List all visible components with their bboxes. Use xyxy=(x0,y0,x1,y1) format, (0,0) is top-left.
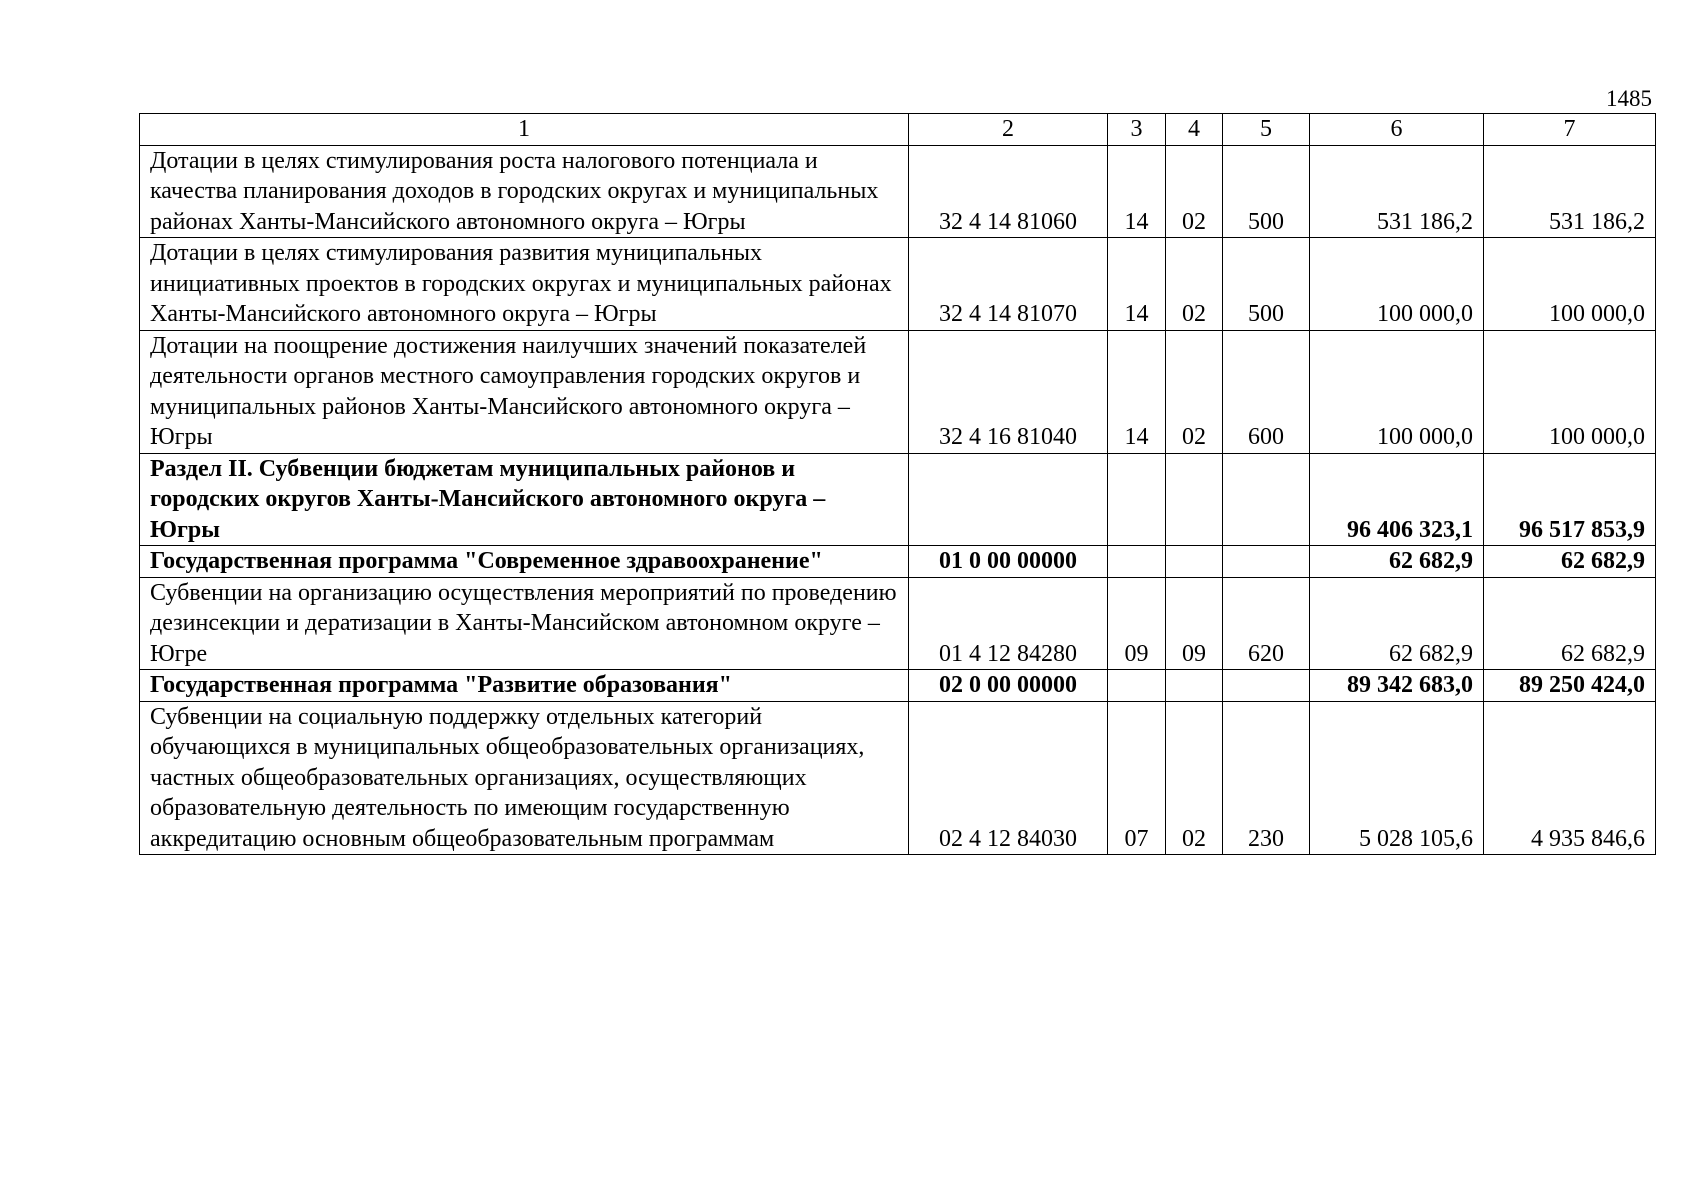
target-code-cell: 01 4 12 84280 xyxy=(909,577,1108,670)
section-code-cell: 14 xyxy=(1108,145,1166,238)
item-name-cell: Государственная программа "Развитие образования" xyxy=(140,670,909,702)
table-row xyxy=(140,670,1656,702)
expense-type-cell: 600 xyxy=(1223,330,1310,453)
item-name-cell: Раздел II. Субвенции бюджетам муниципальных районов и городских округов Ханты-Мансийского автономного округа – Югры xyxy=(140,453,909,546)
page-number: 1485 xyxy=(1606,86,1652,111)
section-code-cell: 14 xyxy=(1108,330,1166,453)
amount-cell: 89 250 424,0 xyxy=(1484,670,1656,702)
budget-table-body xyxy=(140,114,1656,855)
column-header: 4 xyxy=(1166,114,1223,146)
item-name-cell: Дотации на поощрение достижения наилучших значений показателей деятельности органов местного самоуправления городских округов и муниципальных районов Ханты-Мансийского автономного округа – Югры xyxy=(140,330,909,453)
amount-cell: 100 000,0 xyxy=(1310,238,1484,331)
column-header: 6 xyxy=(1310,114,1484,146)
expense-type-cell: 620 xyxy=(1223,577,1310,670)
subsection-code-cell xyxy=(1166,453,1223,546)
section-code-cell: 09 xyxy=(1108,577,1166,670)
target-code-cell: 32 4 14 81060 xyxy=(909,145,1108,238)
item-name-cell: Субвенции на организацию осуществления мероприятий по проведению дезинсекции и дератизации в Ханты-Мансийском автономном округе – Югре xyxy=(140,577,909,670)
expense-type-cell: 230 xyxy=(1223,701,1310,855)
subsection-code-cell: 09 xyxy=(1166,577,1223,670)
amount-cell: 89 342 683,0 xyxy=(1310,670,1484,702)
item-name-cell: Дотации в целях стимулирования роста налогового потенциала и качества планирования доходов в городских округах и муниципальных районах Ханты-Мансийского автономного округа – Югры xyxy=(140,145,909,238)
subsection-code-cell: 02 xyxy=(1166,330,1223,453)
expense-type-cell xyxy=(1223,453,1310,546)
subsection-code-cell: 02 xyxy=(1166,238,1223,331)
section-code-cell: 07 xyxy=(1108,701,1166,855)
subsection-code-cell: 02 xyxy=(1166,145,1223,238)
amount-cell: 62 682,9 xyxy=(1484,577,1656,670)
section-code-cell xyxy=(1108,670,1166,702)
amount-cell: 4 935 846,6 xyxy=(1484,701,1656,855)
amount-cell: 62 682,9 xyxy=(1484,546,1656,578)
table-row xyxy=(140,238,1656,331)
expense-type-cell: 500 xyxy=(1223,238,1310,331)
target-code-cell: 02 0 00 00000 xyxy=(909,670,1108,702)
item-name-cell: Субвенции на социальную поддержку отдельных категорий обучающихся в муниципальных общеобразовательных организациях, частных общеобразовательных организациях, осуществляющих образовательную деятельность по имеющим государственную аккредитацию основным общеобразовательным программам xyxy=(140,701,909,855)
budget-table xyxy=(139,113,1656,855)
target-code-cell: 01 0 00 00000 xyxy=(909,546,1108,578)
column-header: 3 xyxy=(1108,114,1166,146)
subsection-code-cell: 02 xyxy=(1166,701,1223,855)
section-code-cell xyxy=(1108,546,1166,578)
amount-cell: 62 682,9 xyxy=(1310,577,1484,670)
expense-type-cell xyxy=(1223,670,1310,702)
table-row xyxy=(140,701,1656,855)
table-row xyxy=(140,453,1656,546)
section-code-cell: 14 xyxy=(1108,238,1166,331)
item-name-cell: Дотации в целях стимулирования развития муниципальных инициативных проектов в городских округах и муниципальных районах Ханты-Мансийского автономного округа – Югры xyxy=(140,238,909,331)
table-row xyxy=(140,546,1656,578)
item-name-cell: Государственная программа "Современное здравоохранение" xyxy=(140,546,909,578)
subsection-code-cell xyxy=(1166,546,1223,578)
section-code-cell xyxy=(1108,453,1166,546)
column-number-row xyxy=(140,114,1656,146)
amount-cell: 100 000,0 xyxy=(1484,238,1656,331)
target-code-cell xyxy=(909,453,1108,546)
table-row xyxy=(140,577,1656,670)
target-code-cell: 02 4 12 84030 xyxy=(909,701,1108,855)
target-code-cell: 32 4 16 81040 xyxy=(909,330,1108,453)
amount-cell: 531 186,2 xyxy=(1484,145,1656,238)
amount-cell: 5 028 105,6 xyxy=(1310,701,1484,855)
amount-cell: 531 186,2 xyxy=(1310,145,1484,238)
target-code-cell: 32 4 14 81070 xyxy=(909,238,1108,331)
amount-cell: 100 000,0 xyxy=(1310,330,1484,453)
table-row xyxy=(140,330,1656,453)
table-row xyxy=(140,145,1656,238)
subsection-code-cell xyxy=(1166,670,1223,702)
amount-cell: 96 406 323,1 xyxy=(1310,453,1484,546)
amount-cell: 96 517 853,9 xyxy=(1484,453,1656,546)
expense-type-cell xyxy=(1223,546,1310,578)
column-header: 1 xyxy=(140,114,909,146)
column-header: 5 xyxy=(1223,114,1310,146)
amount-cell: 62 682,9 xyxy=(1310,546,1484,578)
amount-cell: 100 000,0 xyxy=(1484,330,1656,453)
column-header: 7 xyxy=(1484,114,1656,146)
column-header: 2 xyxy=(909,114,1108,146)
expense-type-cell: 500 xyxy=(1223,145,1310,238)
